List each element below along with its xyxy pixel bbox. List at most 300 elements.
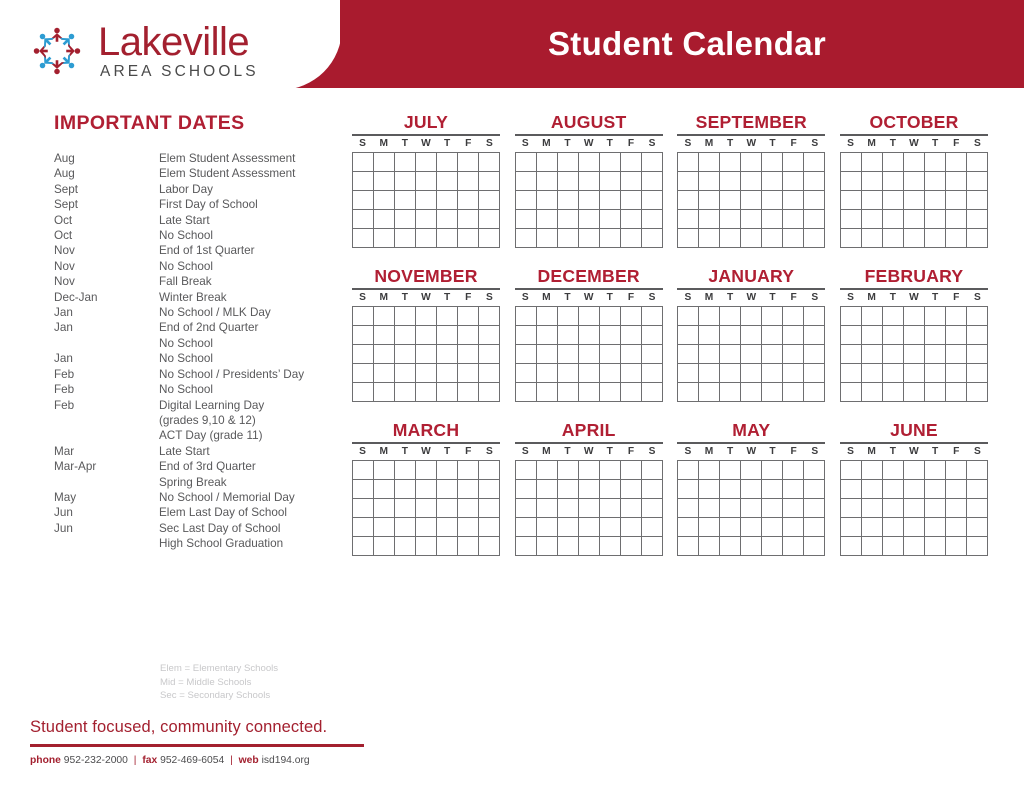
day-cell[interactable]	[537, 153, 558, 172]
day-cell[interactable]	[374, 307, 395, 326]
day-cell[interactable]	[374, 326, 395, 345]
day-cell[interactable]	[946, 383, 967, 402]
day-cell[interactable]	[720, 499, 741, 518]
day-cell[interactable]	[621, 518, 642, 537]
day-cell[interactable]	[479, 461, 500, 480]
day-cell[interactable]	[374, 153, 395, 172]
day-cell[interactable]	[621, 172, 642, 191]
day-cell[interactable]	[537, 210, 558, 229]
day-cell[interactable]	[516, 172, 537, 191]
day-cell[interactable]	[804, 210, 825, 229]
day-cell[interactable]	[458, 210, 479, 229]
day-cell[interactable]	[621, 153, 642, 172]
day-cell[interactable]	[600, 153, 621, 172]
day-cell[interactable]	[699, 210, 720, 229]
day-cell[interactable]	[621, 480, 642, 499]
day-cell[interactable]	[699, 307, 720, 326]
day-cell[interactable]	[479, 326, 500, 345]
day-cell[interactable]	[621, 537, 642, 556]
day-cell[interactable]	[699, 364, 720, 383]
day-cell[interactable]	[516, 191, 537, 210]
day-cell[interactable]	[783, 537, 804, 556]
day-cell[interactable]	[762, 229, 783, 248]
day-cell[interactable]	[862, 191, 883, 210]
day-cell[interactable]	[458, 153, 479, 172]
day-cell[interactable]	[804, 461, 825, 480]
day-cell[interactable]	[967, 210, 988, 229]
day-cell[interactable]	[374, 461, 395, 480]
day-cell[interactable]	[699, 229, 720, 248]
day-cell[interactable]	[678, 191, 699, 210]
day-cell[interactable]	[516, 518, 537, 537]
day-cell[interactable]	[642, 518, 663, 537]
day-cell[interactable]	[416, 364, 437, 383]
day-cell[interactable]	[437, 326, 458, 345]
day-cell[interactable]	[699, 480, 720, 499]
day-cell[interactable]	[479, 518, 500, 537]
day-cell[interactable]	[741, 345, 762, 364]
day-cell[interactable]	[600, 461, 621, 480]
day-cell[interactable]	[925, 537, 946, 556]
day-cell[interactable]	[516, 480, 537, 499]
day-cell[interactable]	[353, 461, 374, 480]
day-cell[interactable]	[579, 307, 600, 326]
day-cell[interactable]	[699, 345, 720, 364]
day-cell[interactable]	[537, 307, 558, 326]
day-cell[interactable]	[967, 480, 988, 499]
day-cell[interactable]	[925, 518, 946, 537]
day-cell[interactable]	[437, 518, 458, 537]
day-cell[interactable]	[762, 461, 783, 480]
day-cell[interactable]	[925, 480, 946, 499]
day-cell[interactable]	[458, 537, 479, 556]
day-cell[interactable]	[642, 172, 663, 191]
day-cell[interactable]	[904, 364, 925, 383]
day-cell[interactable]	[642, 229, 663, 248]
day-cell[interactable]	[883, 383, 904, 402]
day-cell[interactable]	[841, 153, 862, 172]
day-cell[interactable]	[741, 383, 762, 402]
day-cell[interactable]	[904, 326, 925, 345]
day-cell[interactable]	[678, 383, 699, 402]
day-cell[interactable]	[600, 345, 621, 364]
day-cell[interactable]	[925, 345, 946, 364]
day-cell[interactable]	[416, 307, 437, 326]
day-cell[interactable]	[437, 191, 458, 210]
day-cell[interactable]	[783, 383, 804, 402]
day-cell[interactable]	[762, 537, 783, 556]
day-cell[interactable]	[558, 383, 579, 402]
day-cell[interactable]	[741, 210, 762, 229]
day-cell[interactable]	[762, 345, 783, 364]
day-cell[interactable]	[558, 172, 579, 191]
day-cell[interactable]	[558, 229, 579, 248]
day-cell[interactable]	[579, 537, 600, 556]
day-cell[interactable]	[720, 345, 741, 364]
day-cell[interactable]	[353, 229, 374, 248]
day-cell[interactable]	[642, 210, 663, 229]
day-cell[interactable]	[741, 537, 762, 556]
day-cell[interactable]	[395, 499, 416, 518]
day-cell[interactable]	[374, 345, 395, 364]
day-cell[interactable]	[458, 345, 479, 364]
day-cell[interactable]	[416, 326, 437, 345]
day-cell[interactable]	[883, 153, 904, 172]
day-cell[interactable]	[762, 499, 783, 518]
day-cell[interactable]	[804, 229, 825, 248]
day-cell[interactable]	[925, 326, 946, 345]
day-cell[interactable]	[804, 480, 825, 499]
day-cell[interactable]	[762, 364, 783, 383]
day-cell[interactable]	[678, 210, 699, 229]
day-cell[interactable]	[579, 518, 600, 537]
day-cell[interactable]	[458, 518, 479, 537]
day-cell[interactable]	[600, 499, 621, 518]
day-cell[interactable]	[804, 172, 825, 191]
day-cell[interactable]	[720, 153, 741, 172]
day-cell[interactable]	[416, 499, 437, 518]
day-cell[interactable]	[904, 172, 925, 191]
day-cell[interactable]	[558, 480, 579, 499]
day-cell[interactable]	[395, 153, 416, 172]
day-cell[interactable]	[883, 326, 904, 345]
day-cell[interactable]	[862, 518, 883, 537]
day-cell[interactable]	[416, 153, 437, 172]
day-cell[interactable]	[904, 518, 925, 537]
day-cell[interactable]	[804, 345, 825, 364]
day-cell[interactable]	[374, 191, 395, 210]
day-cell[interactable]	[579, 210, 600, 229]
day-cell[interactable]	[946, 364, 967, 383]
day-cell[interactable]	[862, 480, 883, 499]
day-cell[interactable]	[883, 499, 904, 518]
day-cell[interactable]	[904, 153, 925, 172]
day-cell[interactable]	[395, 518, 416, 537]
day-cell[interactable]	[558, 345, 579, 364]
day-cell[interactable]	[537, 383, 558, 402]
day-cell[interactable]	[678, 537, 699, 556]
day-cell[interactable]	[516, 383, 537, 402]
day-cell[interactable]	[621, 345, 642, 364]
day-cell[interactable]	[642, 326, 663, 345]
day-cell[interactable]	[946, 210, 967, 229]
day-cell[interactable]	[374, 229, 395, 248]
day-cell[interactable]	[904, 537, 925, 556]
day-cell[interactable]	[479, 345, 500, 364]
day-cell[interactable]	[678, 172, 699, 191]
day-cell[interactable]	[642, 364, 663, 383]
day-cell[interactable]	[537, 518, 558, 537]
day-cell[interactable]	[741, 518, 762, 537]
day-cell[interactable]	[699, 326, 720, 345]
day-cell[interactable]	[437, 461, 458, 480]
day-cell[interactable]	[841, 229, 862, 248]
day-cell[interactable]	[458, 172, 479, 191]
day-cell[interactable]	[678, 480, 699, 499]
day-cell[interactable]	[678, 518, 699, 537]
day-cell[interactable]	[437, 172, 458, 191]
day-cell[interactable]	[883, 345, 904, 364]
day-cell[interactable]	[516, 537, 537, 556]
day-cell[interactable]	[437, 480, 458, 499]
day-cell[interactable]	[621, 229, 642, 248]
day-cell[interactable]	[967, 326, 988, 345]
day-cell[interactable]	[395, 383, 416, 402]
day-cell[interactable]	[479, 537, 500, 556]
day-cell[interactable]	[579, 229, 600, 248]
day-cell[interactable]	[642, 307, 663, 326]
day-cell[interactable]	[967, 229, 988, 248]
day-cell[interactable]	[946, 480, 967, 499]
day-cell[interactable]	[946, 229, 967, 248]
day-cell[interactable]	[967, 191, 988, 210]
day-cell[interactable]	[537, 480, 558, 499]
day-cell[interactable]	[783, 499, 804, 518]
day-cell[interactable]	[841, 172, 862, 191]
day-cell[interactable]	[579, 461, 600, 480]
day-cell[interactable]	[720, 461, 741, 480]
day-cell[interactable]	[741, 499, 762, 518]
day-cell[interactable]	[579, 172, 600, 191]
day-cell[interactable]	[353, 345, 374, 364]
day-cell[interactable]	[783, 480, 804, 499]
day-cell[interactable]	[353, 191, 374, 210]
day-cell[interactable]	[904, 480, 925, 499]
day-cell[interactable]	[762, 210, 783, 229]
day-cell[interactable]	[395, 210, 416, 229]
day-cell[interactable]	[762, 383, 783, 402]
day-cell[interactable]	[762, 518, 783, 537]
day-cell[interactable]	[804, 326, 825, 345]
day-cell[interactable]	[783, 153, 804, 172]
day-cell[interactable]	[479, 191, 500, 210]
day-cell[interactable]	[883, 518, 904, 537]
day-cell[interactable]	[642, 383, 663, 402]
day-cell[interactable]	[374, 537, 395, 556]
day-cell[interactable]	[642, 461, 663, 480]
day-cell[interactable]	[678, 153, 699, 172]
day-cell[interactable]	[479, 364, 500, 383]
day-cell[interactable]	[783, 364, 804, 383]
day-cell[interactable]	[395, 364, 416, 383]
day-cell[interactable]	[621, 461, 642, 480]
day-cell[interactable]	[783, 461, 804, 480]
day-cell[interactable]	[841, 499, 862, 518]
day-cell[interactable]	[741, 191, 762, 210]
day-cell[interactable]	[967, 345, 988, 364]
day-cell[interactable]	[600, 172, 621, 191]
day-cell[interactable]	[762, 172, 783, 191]
day-cell[interactable]	[925, 307, 946, 326]
day-cell[interactable]	[762, 326, 783, 345]
day-cell[interactable]	[720, 210, 741, 229]
day-cell[interactable]	[642, 345, 663, 364]
day-cell[interactable]	[967, 364, 988, 383]
day-cell[interactable]	[720, 480, 741, 499]
day-cell[interactable]	[558, 307, 579, 326]
day-cell[interactable]	[479, 383, 500, 402]
day-cell[interactable]	[416, 229, 437, 248]
day-cell[interactable]	[904, 461, 925, 480]
day-cell[interactable]	[678, 345, 699, 364]
day-cell[interactable]	[374, 172, 395, 191]
day-cell[interactable]	[621, 307, 642, 326]
day-cell[interactable]	[600, 364, 621, 383]
day-cell[interactable]	[600, 191, 621, 210]
day-cell[interactable]	[741, 364, 762, 383]
day-cell[interactable]	[353, 499, 374, 518]
day-cell[interactable]	[967, 499, 988, 518]
day-cell[interactable]	[699, 191, 720, 210]
day-cell[interactable]	[946, 307, 967, 326]
day-cell[interactable]	[883, 307, 904, 326]
day-cell[interactable]	[374, 364, 395, 383]
day-cell[interactable]	[458, 229, 479, 248]
day-cell[interactable]	[967, 307, 988, 326]
day-cell[interactable]	[699, 499, 720, 518]
day-cell[interactable]	[946, 499, 967, 518]
day-cell[interactable]	[642, 537, 663, 556]
day-cell[interactable]	[946, 518, 967, 537]
day-cell[interactable]	[600, 537, 621, 556]
day-cell[interactable]	[458, 480, 479, 499]
day-cell[interactable]	[437, 499, 458, 518]
day-cell[interactable]	[804, 383, 825, 402]
day-cell[interactable]	[374, 383, 395, 402]
day-cell[interactable]	[678, 326, 699, 345]
day-cell[interactable]	[558, 210, 579, 229]
day-cell[interactable]	[967, 383, 988, 402]
day-cell[interactable]	[741, 229, 762, 248]
day-cell[interactable]	[353, 326, 374, 345]
day-cell[interactable]	[904, 191, 925, 210]
day-cell[interactable]	[621, 364, 642, 383]
day-cell[interactable]	[395, 229, 416, 248]
day-cell[interactable]	[862, 326, 883, 345]
day-cell[interactable]	[600, 307, 621, 326]
day-cell[interactable]	[946, 461, 967, 480]
day-cell[interactable]	[841, 210, 862, 229]
day-cell[interactable]	[883, 537, 904, 556]
day-cell[interactable]	[479, 307, 500, 326]
day-cell[interactable]	[558, 537, 579, 556]
day-cell[interactable]	[395, 461, 416, 480]
day-cell[interactable]	[621, 326, 642, 345]
day-cell[interactable]	[804, 153, 825, 172]
day-cell[interactable]	[416, 210, 437, 229]
day-cell[interactable]	[904, 229, 925, 248]
day-cell[interactable]	[804, 364, 825, 383]
day-cell[interactable]	[458, 191, 479, 210]
day-cell[interactable]	[946, 345, 967, 364]
day-cell[interactable]	[967, 461, 988, 480]
day-cell[interactable]	[925, 364, 946, 383]
day-cell[interactable]	[783, 518, 804, 537]
day-cell[interactable]	[479, 153, 500, 172]
day-cell[interactable]	[579, 499, 600, 518]
day-cell[interactable]	[678, 364, 699, 383]
day-cell[interactable]	[353, 383, 374, 402]
day-cell[interactable]	[437, 307, 458, 326]
day-cell[interactable]	[804, 499, 825, 518]
day-cell[interactable]	[621, 499, 642, 518]
day-cell[interactable]	[862, 210, 883, 229]
day-cell[interactable]	[537, 345, 558, 364]
day-cell[interactable]	[841, 537, 862, 556]
day-cell[interactable]	[783, 229, 804, 248]
day-cell[interactable]	[720, 364, 741, 383]
day-cell[interactable]	[558, 364, 579, 383]
day-cell[interactable]	[537, 172, 558, 191]
day-cell[interactable]	[579, 153, 600, 172]
day-cell[interactable]	[416, 172, 437, 191]
day-cell[interactable]	[416, 383, 437, 402]
day-cell[interactable]	[479, 172, 500, 191]
day-cell[interactable]	[558, 326, 579, 345]
day-cell[interactable]	[516, 210, 537, 229]
day-cell[interactable]	[804, 518, 825, 537]
day-cell[interactable]	[720, 191, 741, 210]
day-cell[interactable]	[862, 153, 883, 172]
day-cell[interactable]	[904, 307, 925, 326]
day-cell[interactable]	[804, 537, 825, 556]
day-cell[interactable]	[600, 383, 621, 402]
web-value[interactable]: isd194.org	[261, 755, 310, 766]
day-cell[interactable]	[437, 210, 458, 229]
day-cell[interactable]	[416, 537, 437, 556]
day-cell[interactable]	[804, 191, 825, 210]
day-cell[interactable]	[699, 153, 720, 172]
day-cell[interactable]	[720, 307, 741, 326]
day-cell[interactable]	[642, 153, 663, 172]
day-cell[interactable]	[416, 345, 437, 364]
day-cell[interactable]	[479, 499, 500, 518]
day-cell[interactable]	[437, 153, 458, 172]
day-cell[interactable]	[741, 480, 762, 499]
day-cell[interactable]	[967, 153, 988, 172]
day-cell[interactable]	[353, 210, 374, 229]
day-cell[interactable]	[537, 364, 558, 383]
day-cell[interactable]	[579, 326, 600, 345]
day-cell[interactable]	[353, 364, 374, 383]
day-cell[interactable]	[741, 307, 762, 326]
day-cell[interactable]	[353, 153, 374, 172]
day-cell[interactable]	[946, 537, 967, 556]
day-cell[interactable]	[699, 537, 720, 556]
day-cell[interactable]	[741, 461, 762, 480]
day-cell[interactable]	[516, 345, 537, 364]
day-cell[interactable]	[537, 537, 558, 556]
day-cell[interactable]	[904, 345, 925, 364]
day-cell[interactable]	[600, 326, 621, 345]
day-cell[interactable]	[883, 461, 904, 480]
day-cell[interactable]	[558, 191, 579, 210]
day-cell[interactable]	[516, 499, 537, 518]
day-cell[interactable]	[783, 307, 804, 326]
day-cell[interactable]	[353, 537, 374, 556]
day-cell[interactable]	[537, 229, 558, 248]
day-cell[interactable]	[642, 480, 663, 499]
day-cell[interactable]	[804, 307, 825, 326]
day-cell[interactable]	[437, 229, 458, 248]
day-cell[interactable]	[516, 153, 537, 172]
day-cell[interactable]	[395, 172, 416, 191]
day-cell[interactable]	[642, 499, 663, 518]
day-cell[interactable]	[946, 191, 967, 210]
day-cell[interactable]	[720, 172, 741, 191]
day-cell[interactable]	[558, 461, 579, 480]
day-cell[interactable]	[395, 326, 416, 345]
